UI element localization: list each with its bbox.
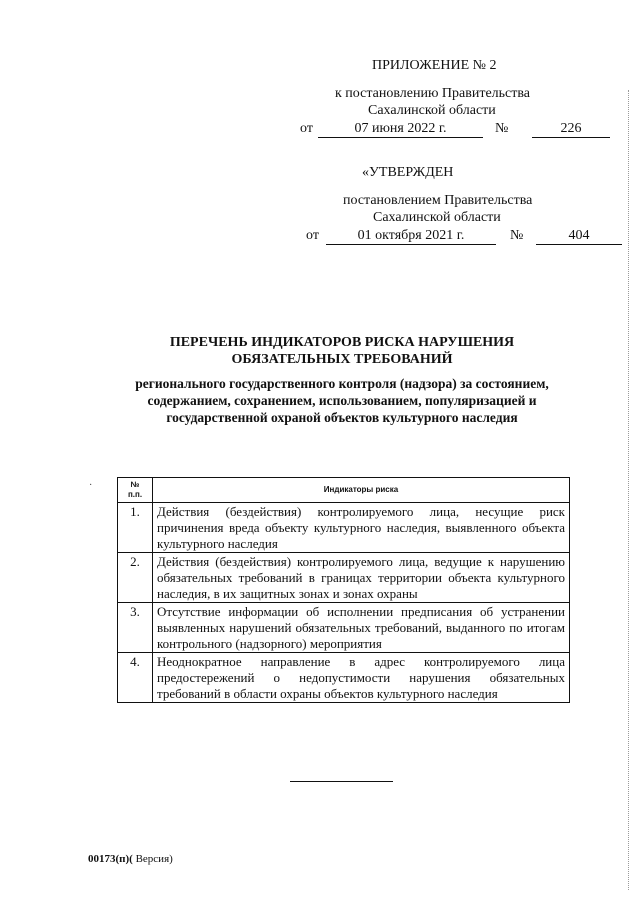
appendix-number: 226 (532, 121, 610, 138)
table-header-row (118, 478, 570, 503)
header-indicators: Индикаторы риска (153, 478, 570, 503)
row-number: 4. (118, 653, 153, 703)
approved-title: «УТВЕРЖДЕН (362, 165, 454, 180)
approved-line-2: Сахалинской области (373, 210, 501, 225)
footer-version: Версия) (132, 853, 173, 865)
approved-from-label: от (306, 228, 319, 243)
header-number-line-1: № (130, 480, 140, 489)
approved-number-label: № (510, 228, 524, 243)
document-subtitle: регионального государственного контроля (надзора) за состоянием, содержанием, сохранением, использованием, популяризацией и государственной охраной объектов культурного наследия (135, 376, 549, 425)
row-text: Неоднократное направление в адрес контролируемого лица предостережений о недопустимости нарушения обязательных требований в области охраны объектов культурного наследия (153, 653, 570, 703)
table-row (118, 653, 570, 703)
row-text: Отсутствие информации об исполнении предписания об устранении выявленных нарушений обязательных требований, выданного по итогам контрольного (надзорного) мероприятия (153, 603, 570, 653)
appendix-line-1: к постановлению Правительства (335, 86, 531, 101)
document-heading (100, 334, 584, 368)
risk-indicators-table (117, 477, 570, 703)
footer-code-text: 00173(п)( (88, 853, 133, 865)
appendix-date-line (300, 121, 610, 139)
appendix-title: ПРИЛОЖЕНИЕ № 2 (372, 58, 497, 73)
approved-date-line (306, 228, 616, 246)
table-row (118, 503, 570, 553)
page-edge-line (627, 90, 629, 890)
header-number-line-2: п.п. (127, 490, 143, 499)
approved-number: 404 (536, 228, 622, 245)
table-row (118, 553, 570, 603)
heading-line-1: ПЕРЕЧЕНЬ ИНДИКАТОРОВ РИСКА НАРУШЕНИЯ (169, 335, 515, 350)
heading-line-2: ОБЯЗАТЕЛЬНЫХ ТРЕБОВАНИЙ (231, 352, 453, 367)
appendix-line-2: Сахалинской области (368, 103, 496, 118)
margin-mark: · (89, 480, 93, 491)
footer-code (88, 853, 173, 865)
appendix-date: 07 июня 2022 г. (318, 121, 483, 138)
row-text: Действия (бездействия) контролируемого лица, несущие риск причинения вреда объекту культурного наследия, выявленного объекта культурного наследия (153, 503, 570, 553)
row-text: Действия (бездействия) контролируемого лица, ведущие к нарушению обязательных требований в границах территории объекта культурного наследия, в их защитных зонах и зонах охраны (153, 553, 570, 603)
row-number: 2. (118, 553, 153, 603)
approved-line-1: постановлением Правительства (343, 193, 533, 208)
table-row (118, 603, 570, 653)
appendix-from-label: от (300, 121, 313, 136)
header-number (118, 478, 153, 503)
approved-date: 01 октября 2021 г. (326, 228, 496, 245)
closing-separator-line (290, 781, 393, 782)
row-number: 1. (118, 503, 153, 553)
appendix-number-label: № (495, 121, 509, 136)
row-number: 3. (118, 603, 153, 653)
